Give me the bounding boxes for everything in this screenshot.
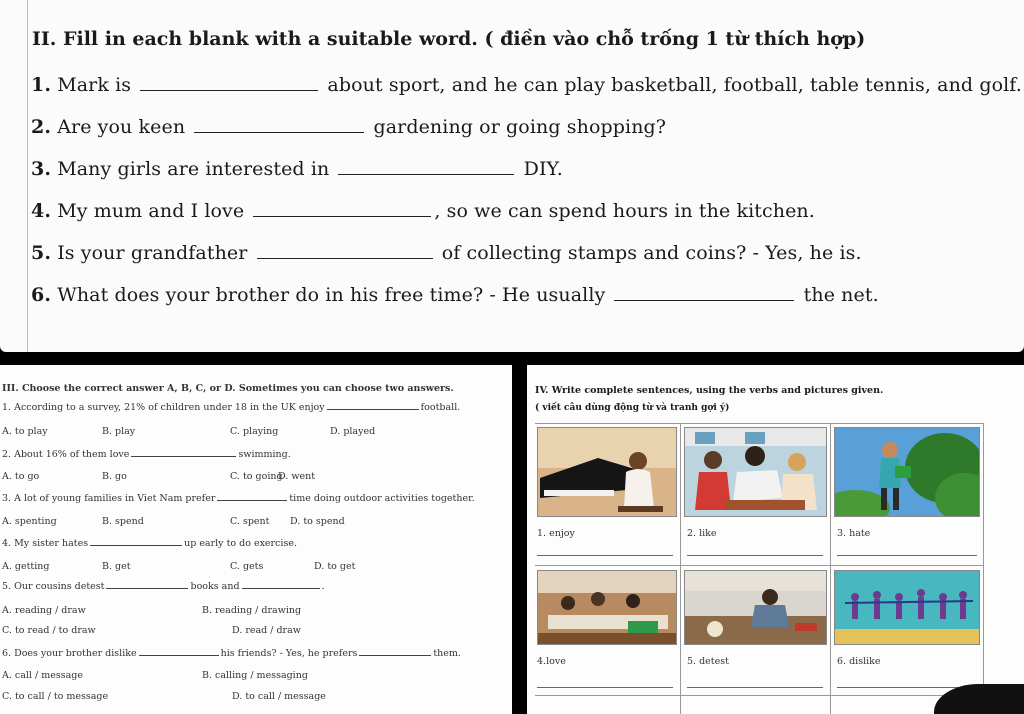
mc-question-5: 5. Our cousins detest books and . <box>2 581 325 592</box>
family-illustration <box>685 428 827 517</box>
mc-option[interactable]: B. get <box>102 561 131 572</box>
answer-blank[interactable] <box>139 655 219 656</box>
mc-option[interactable]: A. spenting <box>2 516 57 527</box>
mc-option[interactable]: B. play <box>102 426 136 437</box>
answer-blank[interactable] <box>194 132 364 133</box>
picture-family <box>684 427 827 517</box>
caption-3: 3. hate <box>837 528 871 539</box>
mc-question-1: 1. According to a survey, 21% of children under 18 in the UK enjoy football. <box>2 402 461 413</box>
question-6: 6. What does your brother do in his free time? - He usually the net. <box>31 284 879 306</box>
answer-blank[interactable] <box>90 545 182 546</box>
mc-option[interactable]: A. to play <box>2 426 48 437</box>
question-1: 1. Mark is about sport, and he can play basketball, football, table tennis, and golf. <box>31 74 1022 96</box>
mc-option[interactable]: D. to call / message <box>232 691 326 702</box>
answer-line[interactable] <box>687 687 823 688</box>
mc-question-2: 2. About 16% of them love swimming. <box>2 449 291 460</box>
caption-4: 4.love <box>537 656 566 667</box>
mc-option[interactable]: C. gets <box>230 561 264 572</box>
question-4: 4. My mum and I love , so we can spend hours in the kitchen. <box>31 200 815 222</box>
caption-1: 1. enjoy <box>537 528 575 539</box>
section-title: II. Fill in each blank with a suitable word. ( điền vào chỗ trống 1 từ thích hợp) <box>32 28 866 50</box>
answer-line[interactable] <box>537 555 673 556</box>
mc-option[interactable]: C. to going <box>230 471 283 482</box>
gardening-illustration <box>835 428 980 517</box>
mc-option[interactable]: D. to get <box>314 561 356 572</box>
answer-blank[interactable] <box>131 456 236 457</box>
mc-question-3: 3. A lot of young families in Viet Nam prefer time doing outdoor activities together. <box>2 493 475 504</box>
answer-blank[interactable] <box>614 300 794 301</box>
question-3: 3. Many girls are interested in DIY. <box>31 158 563 180</box>
caption-6: 6. dislike <box>837 656 881 667</box>
mc-option[interactable]: D. to spend <box>290 516 345 527</box>
mc-question-4: 4. My sister hates up early to do exercise. <box>2 538 297 549</box>
mc-option[interactable]: B. go <box>102 471 127 482</box>
picture-kitchen <box>684 570 827 645</box>
mc-option[interactable]: C. playing <box>230 426 279 437</box>
answer-line[interactable] <box>537 687 673 688</box>
answer-blank[interactable] <box>106 588 188 589</box>
picture-classroom <box>537 570 677 645</box>
section-title: IV. Write complete sentences, using the verbs and pictures given. <box>535 385 884 396</box>
answer-blank[interactable] <box>242 588 320 589</box>
answer-blank[interactable] <box>253 216 431 217</box>
mc-title: III. Choose the correct answer A, B, C, or D. Sometimes you can choose two answers. <box>2 383 454 394</box>
mc-option[interactable]: C. spent <box>230 516 270 527</box>
mc-option[interactable]: D. played <box>330 426 376 437</box>
picture-gardening <box>834 427 980 517</box>
mc-option[interactable]: A. reading / draw <box>2 605 86 616</box>
dancing-illustration <box>835 571 980 645</box>
answer-blank[interactable] <box>140 90 318 91</box>
answer-blank[interactable] <box>327 409 419 410</box>
margin-line <box>27 0 28 352</box>
dark-overlay <box>934 684 1024 714</box>
mc-question-6: 6. Does your brother dislike his friends? - Yes, he prefers them. <box>2 648 461 659</box>
mc-option[interactable]: D. went <box>278 471 316 482</box>
answer-blank[interactable] <box>257 258 433 259</box>
mc-option[interactable]: C. to call / to message <box>2 691 109 702</box>
mc-option[interactable]: B. spend <box>102 516 144 527</box>
picture-sentences-section <box>527 365 1024 714</box>
section-subtitle: ( viết câu dùng động từ và tranh gợi ý) <box>535 403 730 413</box>
kitchen-illustration <box>685 571 827 645</box>
mc-option[interactable]: B. reading / drawing <box>202 605 302 616</box>
picture-piano <box>537 427 677 517</box>
question-5: 5. Is your grandfather of collecting stamps and coins? - Yes, he is. <box>31 242 862 264</box>
mc-option[interactable]: A. getting <box>2 561 50 572</box>
classroom-illustration <box>538 571 677 645</box>
answer-blank[interactable] <box>217 500 287 501</box>
fill-in-blank-section <box>0 0 1024 352</box>
picture-dancing <box>834 570 980 645</box>
mc-option[interactable]: D. read / draw <box>232 625 301 636</box>
question-2: 2. Are you keen gardening or going shopping? <box>31 116 667 138</box>
mc-option[interactable]: B. calling / messaging <box>202 670 308 681</box>
piano-girl-illustration <box>538 428 677 517</box>
answer-blank[interactable] <box>338 174 514 175</box>
mc-option[interactable]: A. call / message <box>2 670 83 681</box>
mc-option[interactable]: A. to go <box>2 471 40 482</box>
answer-blank[interactable] <box>359 655 431 656</box>
answer-line[interactable] <box>837 555 977 556</box>
multiple-choice-section <box>0 365 512 714</box>
answer-line[interactable] <box>687 555 823 556</box>
caption-2: 2. like <box>687 528 717 539</box>
mc-option[interactable]: C. to read / to draw <box>2 625 96 636</box>
caption-5: 5. detest <box>687 656 729 667</box>
